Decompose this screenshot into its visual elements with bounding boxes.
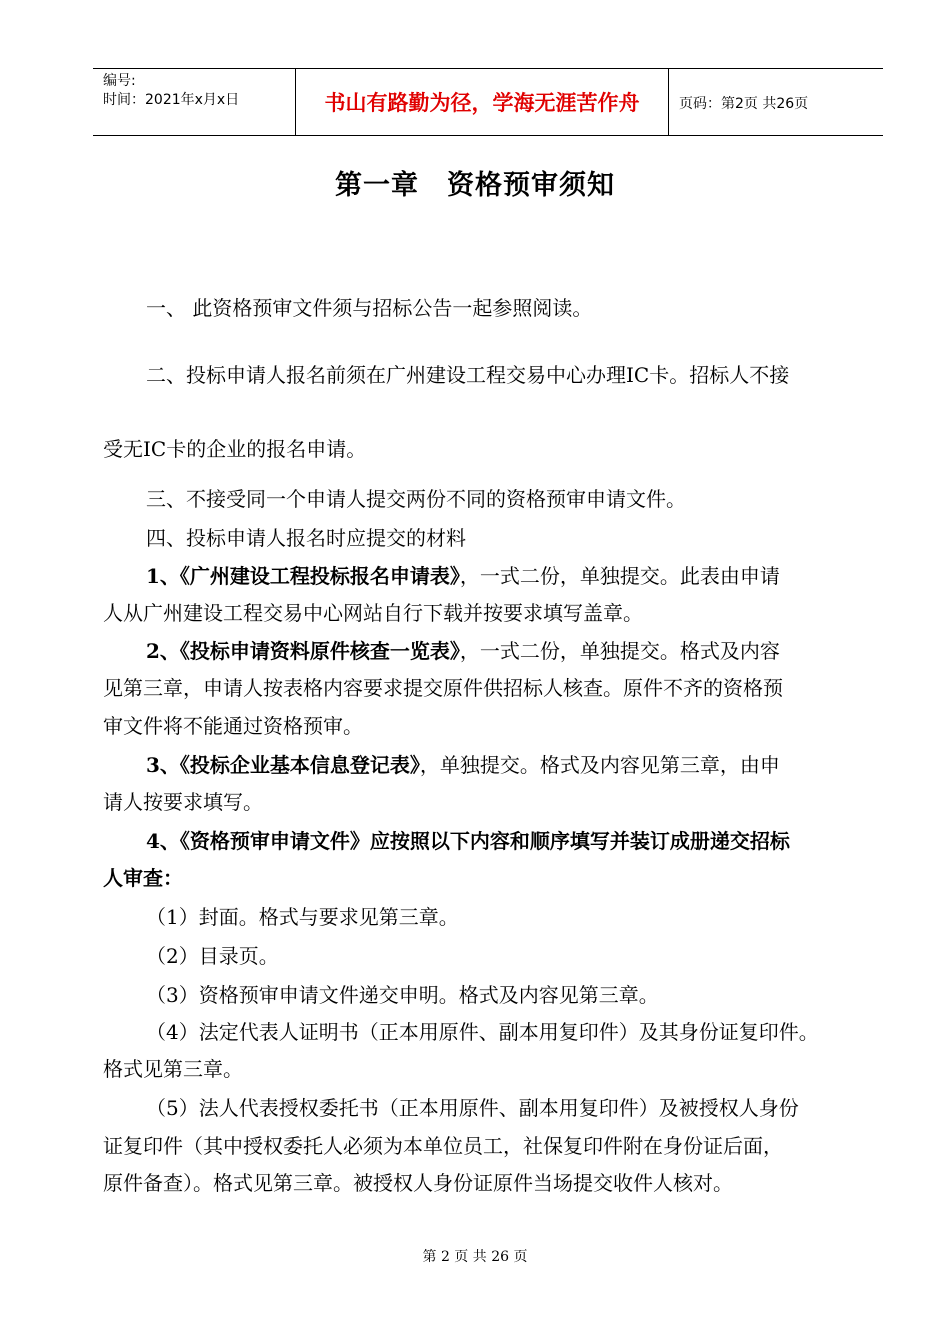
body-line-bold: 4、《资格预审申请文件》应按照以下内容和顺序填写并装订成册递交招标	[146, 829, 790, 853]
time-label: 时间：2021年x月x日	[103, 92, 240, 108]
body-line: 人从广州建设工程交易中心网站自行下载并按要求填写盖章。	[103, 601, 643, 625]
body-line-bold: 人审查：	[103, 866, 183, 890]
body-line: 三、不接受同一个申请人提交两份不同的资格预审申请文件。	[146, 487, 686, 511]
body-line: （4）法定代表人证明书（正本用原件、副本用复印件）及其身份证复印件。	[146, 1020, 819, 1044]
body-line	[146, 563, 780, 589]
chapter-title: 第一章 资格预审须知	[335, 170, 615, 201]
body-line: 受无IC卡的企业的报名申请。	[103, 437, 367, 461]
body-line	[146, 638, 780, 664]
page-footer: 第 2 页 共 26 页	[422, 1249, 528, 1265]
body-line: 四、投标申请人报名时应提交的材料	[146, 526, 466, 550]
header-motto: 书山有路勤为径，学海无涯苦作舟	[324, 90, 640, 115]
header-bottom-rule	[93, 135, 883, 136]
body-line: （5）法人代表授权委托书（正本用原件、副本用复印件）及被授权人身份	[146, 1096, 799, 1120]
body-line: 证复印件（其中授权委托人必须为本单位员工，社保复印件附在身份证后面，	[103, 1134, 783, 1158]
body-line: 审文件将不能通过资格预审。	[103, 714, 363, 738]
body-text: ，一式二份，单独提交。此表由申请	[459, 564, 780, 588]
body-line: 二、投标申请人报名前须在广州建设工程交易中心办理IC卡。招标人不接	[146, 363, 790, 387]
body-line: （2）目录页。	[146, 944, 279, 968]
body-text: ，单独提交。格式及内容见第三章，由申	[419, 753, 780, 777]
header-top-rule	[93, 68, 883, 69]
form-title-bold: 3、《投标企业基本信息登记表》	[146, 753, 420, 777]
body-line: 一、 此资格预审文件须与招标公告一起参照阅读。	[146, 296, 593, 320]
header-divider-right	[668, 68, 669, 135]
serial-label: 编号:	[103, 73, 136, 89]
body-line: 请人按要求填写。	[103, 790, 263, 814]
page-info: 页码：第2页 共26页	[679, 96, 809, 112]
body-text: ，一式二份，单独提交。格式及内容	[459, 639, 780, 663]
body-line	[146, 752, 780, 778]
body-line: 原件备查）。格式见第三章。被授权人身份证原件当场提交收件人核对。	[103, 1171, 733, 1195]
form-title-bold: 2、《投标申请资料原件核查一览表》	[146, 639, 460, 663]
body-line: 见第三章，申请人按表格内容要求提交原件供招标人核查。原件不齐的资格预	[103, 676, 783, 700]
body-line: （1）封面。格式与要求见第三章。	[146, 905, 459, 929]
body-line: （3）资格预审申请文件递交申明。格式及内容见第三章。	[146, 983, 659, 1007]
body-line: 格式见第三章。	[103, 1057, 243, 1081]
form-title-bold: 1、《广州建设工程投标报名申请表》	[146, 564, 460, 588]
